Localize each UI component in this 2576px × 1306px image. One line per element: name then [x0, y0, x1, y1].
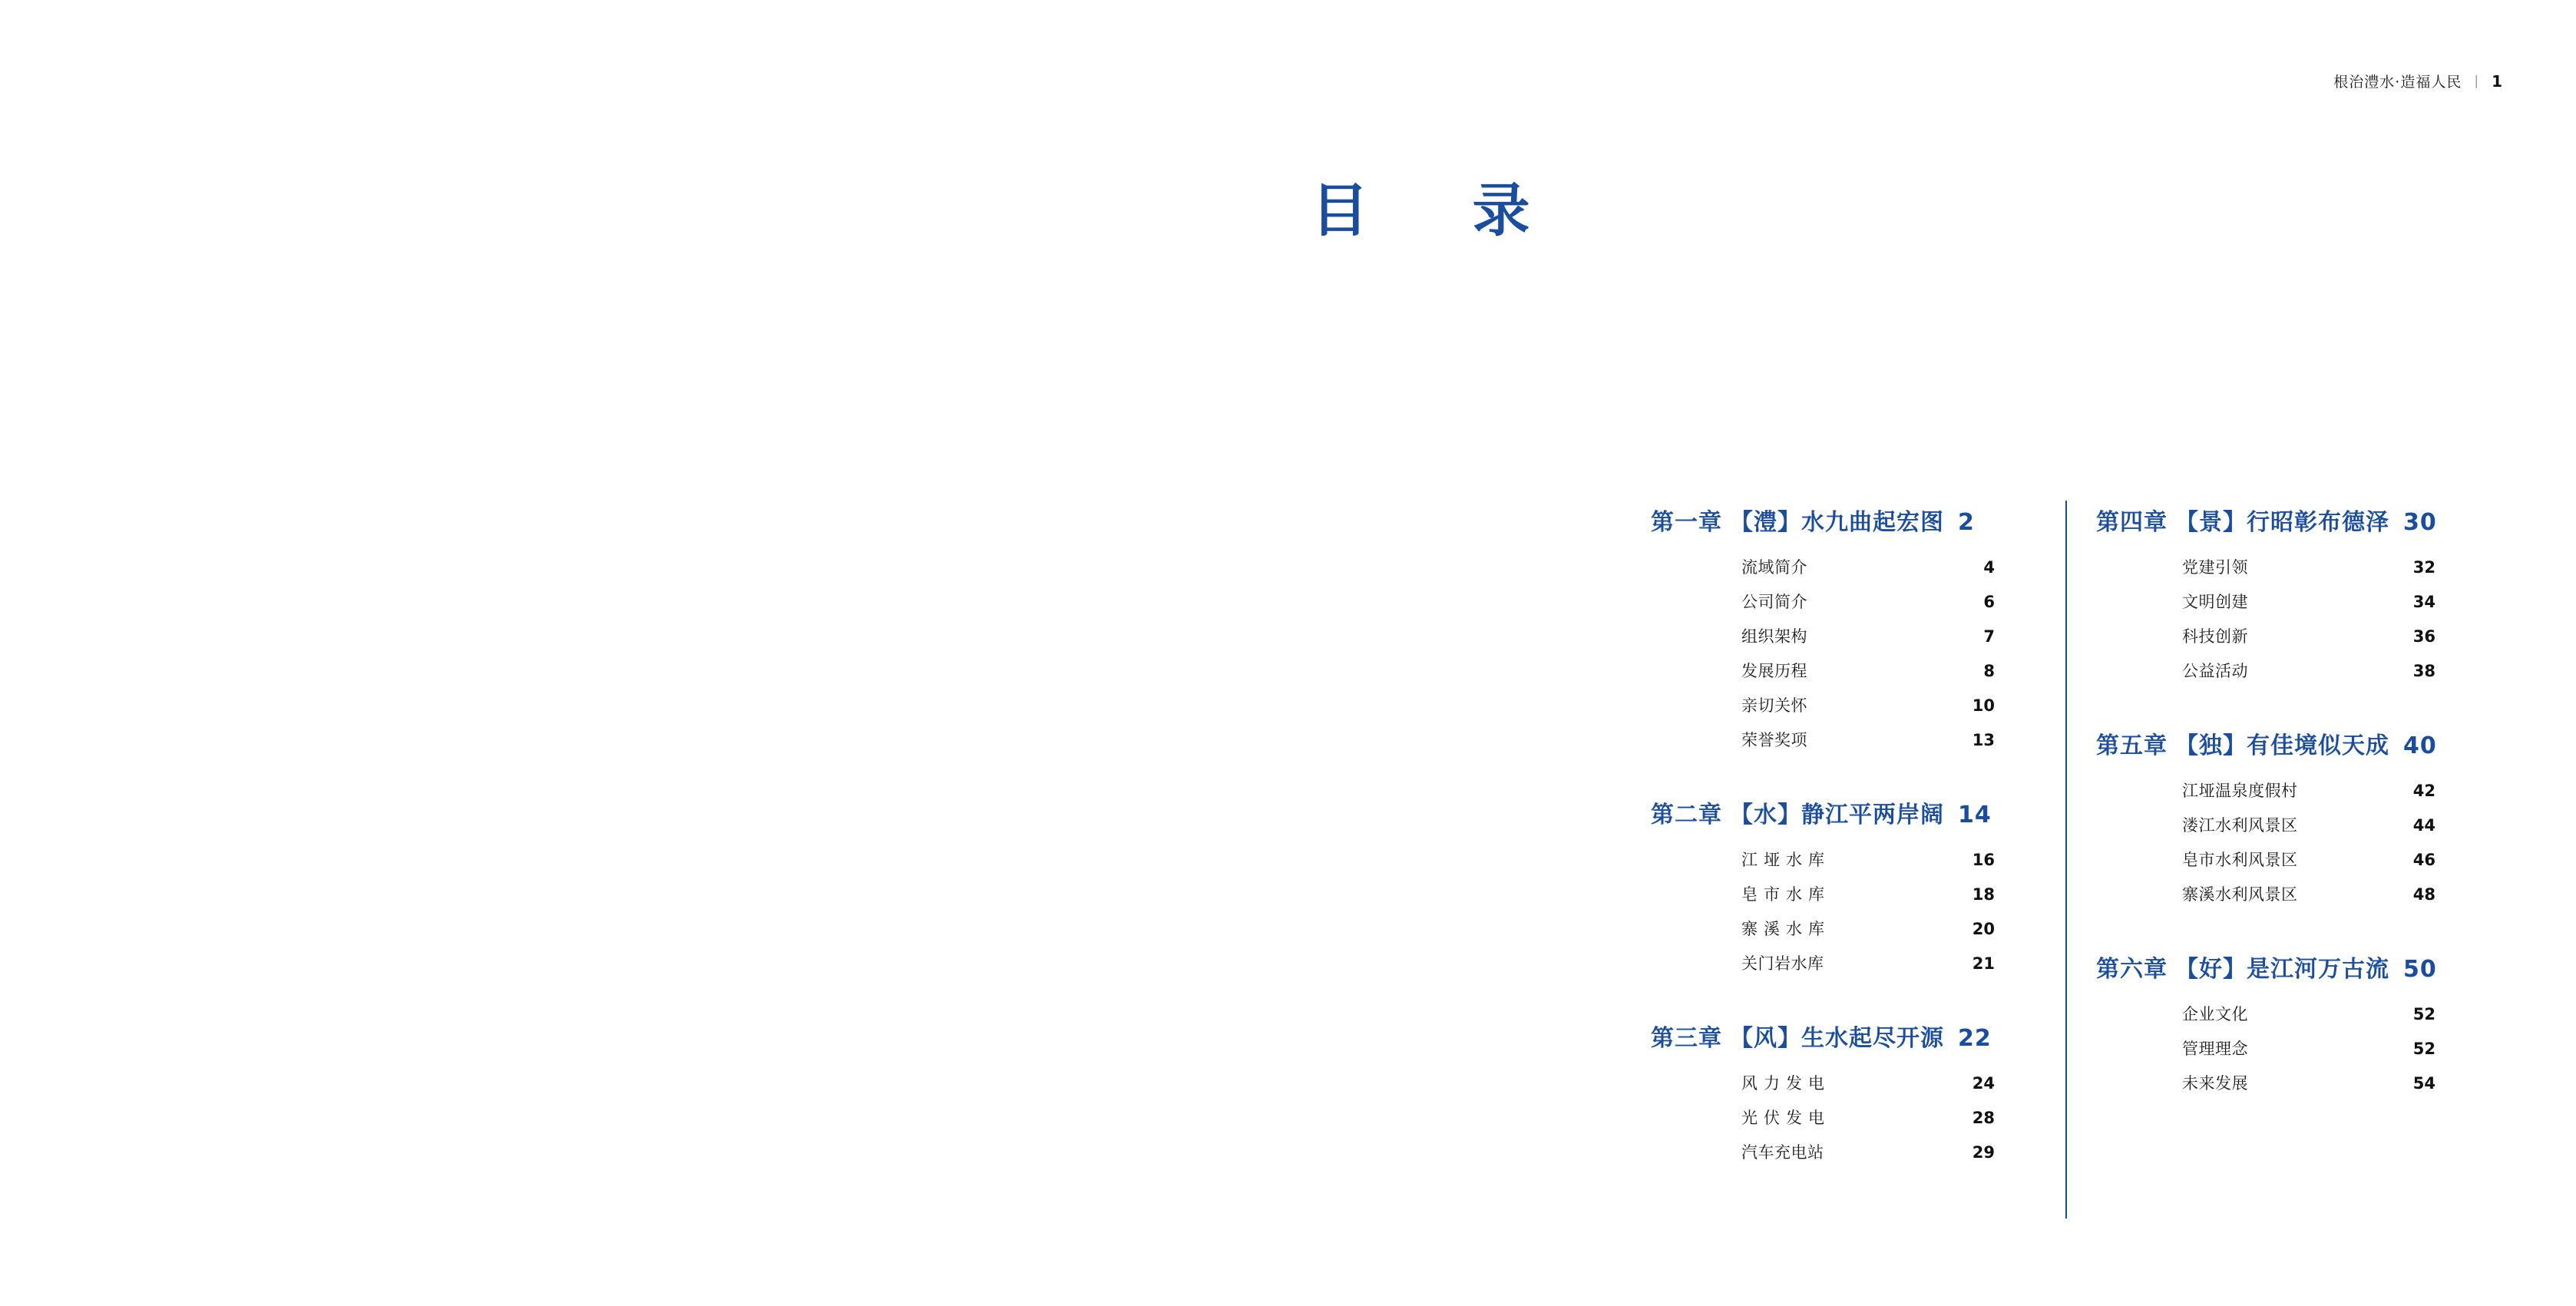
entry-page: 29 — [1972, 1143, 1995, 1162]
entry-name: 管理理念 — [2182, 1040, 2248, 1058]
entry-name: 企业文化 — [2182, 1005, 2248, 1023]
chapter-block — [1651, 503, 2050, 751]
chapter-name: 【景】行昭彰布德泽 — [2175, 509, 2389, 536]
entry-page: 52 — [2412, 1005, 2435, 1023]
entry-list — [1741, 1071, 1995, 1163]
entry-name: 寨溪水库 — [1741, 920, 1830, 938]
list-item[interactable] — [2182, 624, 2435, 647]
toc-columns — [1651, 503, 2495, 1208]
entry-name: 汽车充电站 — [1741, 1143, 1824, 1162]
chapter-block — [2096, 726, 2495, 905]
list-item[interactable] — [2182, 1071, 2435, 1094]
entry-page: 18 — [1972, 885, 1995, 904]
entry-page: 46 — [2412, 851, 2435, 869]
entry-name: 光伏发电 — [1741, 1109, 1830, 1127]
entry-name: 党建引领 — [2182, 558, 2248, 577]
page-number: 1 — [2492, 71, 2503, 91]
list-item[interactable] — [2182, 659, 2435, 682]
entry-page: 13 — [1972, 731, 1995, 749]
entry-list — [2182, 779, 2435, 905]
entry-page: 21 — [1972, 954, 1995, 973]
chapter-name: 【独】有佳境似天成 — [2175, 732, 2389, 759]
entry-name: 皂市水利风景区 — [2182, 851, 2298, 869]
chapter-page: 2 — [1958, 509, 1975, 536]
entry-name: 公益活动 — [2182, 662, 2248, 680]
page-title: 目 录 — [1311, 177, 1553, 244]
chapter-block — [2096, 950, 2495, 1094]
list-item[interactable] — [1741, 951, 1995, 974]
list-item[interactable] — [1741, 1071, 1995, 1094]
entry-name: 江垭温泉度假村 — [2182, 782, 2298, 800]
entry-list — [2182, 1002, 2435, 1094]
chapter-block — [1651, 795, 2050, 974]
entry-page: 42 — [2412, 782, 2435, 800]
entry-page: 24 — [1972, 1074, 1995, 1093]
chapter-page: 14 — [1958, 802, 1992, 828]
list-item[interactable] — [1741, 1106, 1995, 1129]
entry-page: 48 — [2412, 885, 2435, 904]
chapter-page: 22 — [1958, 1025, 1992, 1052]
chapter-heading[interactable] — [1651, 1019, 2050, 1053]
list-item[interactable] — [1741, 555, 1995, 578]
chapter-name: 【澧】水九曲起宏图 — [1730, 509, 1944, 536]
entry-page: 20 — [1972, 920, 1995, 938]
running-title: 根治澧水·造福人民 — [2333, 74, 2462, 91]
entry-page: 54 — [2412, 1074, 2435, 1093]
list-item[interactable] — [1741, 848, 1995, 871]
entry-name: 流域简介 — [1741, 558, 1807, 577]
entry-page: 32 — [2412, 558, 2435, 577]
entry-page: 8 — [1983, 662, 1995, 680]
chapter-name: 【风】生水起尽开源 — [1730, 1025, 1944, 1052]
chapter-label: 第四章 — [2096, 509, 2168, 536]
chapter-label: 第一章 — [1651, 509, 1722, 536]
chapter-heading[interactable] — [1651, 503, 2050, 537]
entry-name: 溇江水利风景区 — [2182, 816, 2298, 835]
entry-list — [2182, 555, 2435, 682]
entry-name: 关门岩水库 — [1741, 954, 1824, 973]
entry-name: 未来发展 — [2182, 1074, 2248, 1093]
entry-page: 52 — [2412, 1040, 2435, 1058]
entry-page: 36 — [2412, 627, 2435, 646]
entry-name: 江垭水库 — [1741, 851, 1830, 869]
chapter-block — [1651, 1019, 2050, 1163]
list-item[interactable] — [2182, 779, 2435, 802]
entry-name: 文明创建 — [2182, 593, 2248, 611]
header-separator: | — [2474, 73, 2480, 89]
chapter-heading[interactable] — [1651, 795, 2050, 829]
entry-page: 34 — [2412, 593, 2435, 611]
list-item[interactable] — [1741, 693, 1995, 716]
list-item[interactable] — [1741, 1140, 1995, 1163]
entry-page: 6 — [1983, 593, 1995, 611]
chapter-page: 30 — [2403, 509, 2437, 536]
toc-column-left — [1651, 503, 2050, 1208]
entry-list — [1741, 555, 1995, 751]
chapter-name: 【水】静江平两岸阔 — [1730, 802, 1944, 828]
chapter-page: 50 — [2403, 956, 2437, 983]
list-item[interactable] — [2182, 590, 2435, 613]
list-item[interactable] — [1741, 882, 1995, 905]
list-item[interactable] — [1741, 624, 1995, 647]
entry-name: 寨溪水利风景区 — [2182, 885, 2298, 904]
entry-name: 公司简介 — [1741, 593, 1807, 611]
list-item[interactable] — [1741, 728, 1995, 751]
toc-column-right — [2050, 503, 2495, 1208]
entry-list — [1741, 848, 1995, 974]
entry-page: 38 — [2412, 662, 2435, 680]
chapter-name: 【好】是江河万古流 — [2175, 956, 2389, 983]
entry-page: 28 — [1972, 1109, 1995, 1127]
chapter-heading[interactable] — [2096, 503, 2495, 537]
chapter-label: 第五章 — [2096, 732, 2168, 759]
list-item[interactable] — [2182, 1002, 2435, 1025]
list-item[interactable] — [2182, 813, 2435, 836]
list-item[interactable] — [1741, 590, 1995, 613]
list-item[interactable] — [1741, 659, 1995, 682]
entry-name: 亲切关怀 — [1741, 696, 1807, 715]
entry-page: 4 — [1983, 558, 1995, 577]
entry-name: 组织架构 — [1741, 627, 1807, 646]
list-item[interactable] — [2182, 555, 2435, 578]
entry-page: 10 — [1972, 696, 1995, 715]
chapter-heading[interactable] — [2096, 950, 2495, 984]
list-item[interactable] — [1741, 917, 1995, 940]
list-item[interactable] — [2182, 882, 2435, 905]
entry-page: 44 — [2412, 816, 2435, 835]
chapter-label: 第二章 — [1651, 802, 1722, 828]
list-item[interactable] — [2182, 848, 2435, 871]
chapter-page: 40 — [2403, 732, 2437, 759]
entry-page: 7 — [1983, 627, 1995, 646]
entry-page: 16 — [1972, 851, 1995, 869]
entry-name: 皂市水库 — [1741, 885, 1830, 904]
entry-name: 风力发电 — [1741, 1074, 1830, 1093]
chapter-block — [2096, 503, 2495, 682]
entry-name: 荣誉奖项 — [1741, 731, 1807, 749]
chapter-label: 第三章 — [1651, 1025, 1722, 1052]
list-item[interactable] — [2182, 1037, 2435, 1060]
entry-name: 发展历程 — [1741, 662, 1807, 680]
entry-name: 科技创新 — [2182, 627, 2248, 646]
running-header — [2333, 71, 2503, 91]
chapter-heading[interactable] — [2096, 726, 2495, 760]
chapter-label: 第六章 — [2096, 956, 2168, 983]
